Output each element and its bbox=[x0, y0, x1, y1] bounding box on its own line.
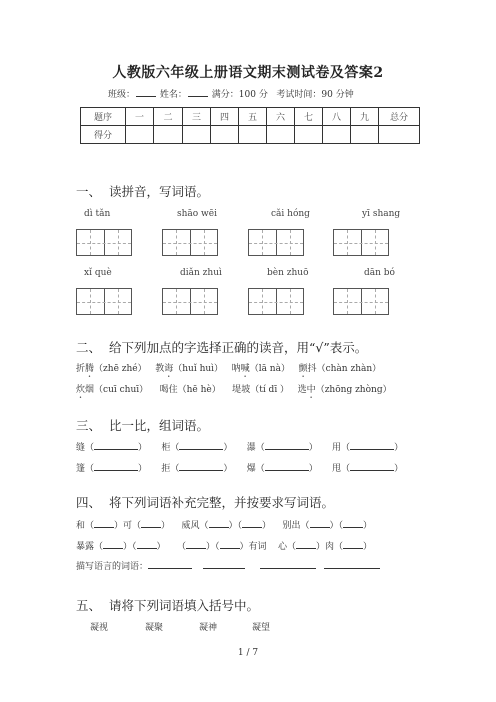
idiom-text: ）（ bbox=[329, 521, 344, 531]
answer-blank[interactable] bbox=[148, 559, 192, 569]
idiom-text: 别出（ bbox=[282, 521, 310, 531]
score-table bbox=[80, 107, 420, 144]
reading-options[interactable]: （tí dī ） bbox=[250, 385, 290, 395]
writing-grid[interactable] bbox=[248, 229, 304, 256]
score-cell[interactable] bbox=[295, 126, 323, 144]
section-title: 给下列加点的字选择正确的读音，用“√”表示。 bbox=[108, 340, 368, 355]
score-cell[interactable] bbox=[379, 126, 420, 144]
idiom-line-2 bbox=[76, 539, 372, 552]
score-cell[interactable] bbox=[154, 126, 183, 144]
score-cell[interactable] bbox=[126, 126, 154, 144]
writing-grid[interactable] bbox=[76, 288, 132, 315]
answer-blank[interactable] bbox=[94, 440, 138, 450]
answer-blank[interactable] bbox=[103, 539, 123, 549]
section-title: 将下列词语补充完整，并按要求写词语。 bbox=[108, 495, 334, 510]
score-row-label: 得分 bbox=[81, 126, 126, 144]
compare-char: 瀑 bbox=[246, 443, 256, 453]
score-cell[interactable] bbox=[211, 126, 239, 144]
dotted-char: 腾 bbox=[85, 364, 95, 374]
section-number: 一、 bbox=[76, 184, 102, 199]
pinyin-label: bèn zhuō bbox=[267, 268, 309, 278]
section4-heading bbox=[76, 493, 334, 511]
dotted-char: 炊 bbox=[76, 385, 86, 395]
writing-grid[interactable] bbox=[333, 288, 389, 315]
idiom-text: ）（ bbox=[228, 521, 243, 531]
idiom-text: 暴露（ bbox=[76, 542, 104, 552]
idiom-text: 和（ bbox=[76, 521, 95, 531]
score-header-cell: 一 bbox=[126, 108, 154, 126]
reading-choice-line-2 bbox=[76, 382, 392, 401]
dotted-char: 中 bbox=[306, 385, 316, 395]
exam-time: 考试时间：90 分钟 bbox=[276, 90, 354, 100]
word-option: 凝视 bbox=[90, 623, 109, 633]
answer-blank[interactable] bbox=[324, 559, 380, 569]
pinyin-label: diǎn zhuì bbox=[180, 268, 222, 278]
word-char: 折 bbox=[76, 364, 86, 374]
idiom-text: ）可（ bbox=[114, 521, 142, 531]
answer-blank[interactable] bbox=[265, 461, 309, 471]
idiom-text: ）（ bbox=[206, 542, 220, 552]
score-header-cell: 八 bbox=[323, 108, 351, 126]
answer-blank[interactable] bbox=[242, 518, 262, 528]
idiom-text: ） bbox=[156, 542, 166, 552]
reading-choice-line-1 bbox=[76, 361, 381, 380]
idiom-text: ）有词 bbox=[239, 542, 267, 552]
score-cell[interactable] bbox=[323, 126, 351, 144]
answer-blank[interactable] bbox=[350, 461, 394, 471]
score-header-cell: 九 bbox=[351, 108, 379, 126]
writing-grid[interactable] bbox=[76, 229, 132, 256]
section5-heading bbox=[76, 596, 259, 614]
reading-options[interactable]: （cuī chuī） bbox=[94, 385, 149, 395]
dotted-char: 喊 bbox=[240, 364, 250, 374]
answer-blank[interactable] bbox=[310, 518, 330, 528]
word-char: 教 bbox=[155, 364, 165, 374]
answer-blank[interactable] bbox=[343, 539, 363, 549]
answer-blank[interactable] bbox=[179, 461, 223, 471]
score-header-cell: 六 bbox=[267, 108, 295, 126]
compare-char: 拒 bbox=[161, 464, 171, 474]
reading-options[interactable]: （chàn zhàn） bbox=[316, 364, 382, 374]
answer-blank[interactable] bbox=[179, 440, 223, 450]
reading-options[interactable]: （zhōng zhòng） bbox=[315, 385, 392, 395]
word-option: 凝聚 bbox=[145, 623, 164, 633]
idiom-text: ） bbox=[363, 542, 373, 552]
idiom-line-1 bbox=[76, 518, 372, 531]
pinyin-label: dì tǎn bbox=[84, 209, 111, 219]
compare-row-1: 缝（ ） 柜（ ） 瀑（ ） 用（ ） bbox=[76, 440, 403, 453]
word-char: 烟 bbox=[85, 385, 95, 395]
answer-blank[interactable] bbox=[203, 559, 245, 569]
idiom-text: （ bbox=[177, 542, 187, 552]
score-header-cell: 题序 bbox=[81, 108, 126, 126]
exam-info-line bbox=[108, 87, 354, 100]
writing-grid[interactable] bbox=[333, 229, 389, 256]
section-title: 请将下列词语填入括号中。 bbox=[108, 598, 259, 613]
answer-blank[interactable] bbox=[94, 461, 138, 471]
answer-blank[interactable] bbox=[94, 518, 114, 528]
word-char: 堤 bbox=[232, 385, 242, 395]
class-blank bbox=[136, 88, 156, 97]
compare-char: 用 bbox=[332, 443, 342, 453]
section1-heading bbox=[76, 182, 209, 200]
answer-blank[interactable] bbox=[296, 539, 316, 549]
pinyin-label: cǎi hóng bbox=[271, 209, 310, 219]
word-char: 喝 bbox=[159, 385, 169, 395]
writing-grid[interactable] bbox=[162, 288, 218, 315]
score-cell[interactable] bbox=[351, 126, 379, 144]
score-header-cell: 总分 bbox=[379, 108, 420, 126]
page-title: 人教版六年级上册语文期末测试卷及答案2 bbox=[112, 65, 384, 81]
reading-options[interactable]: （huǐ huì） bbox=[173, 364, 224, 374]
score-header-cell: 四 bbox=[211, 108, 239, 126]
writing-grid[interactable] bbox=[248, 288, 304, 315]
section-number: 二、 bbox=[76, 340, 102, 355]
answer-blank[interactable] bbox=[209, 518, 229, 528]
dotted-char: 颤 bbox=[298, 364, 308, 374]
answer-blank[interactable] bbox=[137, 539, 157, 549]
idiom-text: ） bbox=[363, 521, 373, 531]
page-number: 1 / 7 bbox=[237, 648, 259, 658]
section2-heading bbox=[76, 338, 367, 356]
compare-char: 柜 bbox=[161, 443, 171, 453]
idiom-text: ） bbox=[161, 521, 171, 531]
word-char: 抖 bbox=[307, 364, 317, 374]
compare-char: 篷 bbox=[76, 464, 86, 474]
section-number: 三、 bbox=[76, 418, 102, 433]
class-label: 班级： bbox=[108, 90, 136, 100]
answer-blank[interactable] bbox=[141, 518, 161, 528]
score-header-cell: 七 bbox=[295, 108, 323, 126]
language-words-label: 描写语言的词语： bbox=[76, 562, 149, 572]
section3-heading bbox=[76, 416, 209, 434]
pinyin-label: xǐ què bbox=[84, 268, 112, 278]
compare-char: 甩 bbox=[332, 464, 342, 474]
full-score: 满分：100 分 bbox=[211, 90, 268, 100]
score-cell[interactable] bbox=[239, 126, 267, 144]
answer-blank[interactable] bbox=[343, 518, 363, 528]
score-header-cell: 三 bbox=[183, 108, 211, 126]
pinyin-label: shāo wēi bbox=[177, 209, 217, 219]
idiom-text: ） bbox=[262, 521, 272, 531]
word-option: 凝望 bbox=[252, 623, 271, 633]
pinyin-label: dān bó bbox=[364, 268, 395, 278]
answer-blank[interactable] bbox=[260, 559, 316, 569]
word-char: 坡 bbox=[241, 385, 251, 395]
word-option: 凝神 bbox=[199, 623, 218, 633]
pinyin-label: yī shang bbox=[362, 209, 401, 219]
score-header-row bbox=[81, 108, 420, 126]
word-char: 住 bbox=[168, 385, 178, 395]
score-value-row bbox=[81, 126, 420, 144]
idiom-text: 威风（ bbox=[181, 521, 209, 531]
answer-blank[interactable] bbox=[265, 440, 309, 450]
idiom-text: 心（ bbox=[278, 542, 297, 552]
writing-grid[interactable] bbox=[162, 229, 218, 256]
compare-row-2: 篷（ ） 拒（ ） 爆（ ） 甩（ ） bbox=[76, 461, 403, 474]
section-number: 五、 bbox=[76, 598, 102, 613]
compare-char: 爆 bbox=[246, 464, 256, 474]
section-title: 比一比，组词语。 bbox=[108, 418, 209, 433]
score-cell[interactable] bbox=[267, 126, 295, 144]
idiom-line-3 bbox=[76, 559, 380, 572]
section-title: 读拼音，写词语。 bbox=[108, 184, 209, 199]
reading-options[interactable]: （hē hè） bbox=[177, 385, 221, 395]
answer-blank[interactable] bbox=[220, 539, 240, 549]
score-header-cell: 五 bbox=[239, 108, 267, 126]
name-blank bbox=[188, 88, 208, 97]
idiom-text: ）（ bbox=[123, 542, 137, 552]
word-char: 呐 bbox=[231, 364, 241, 374]
score-header-cell: 二 bbox=[154, 108, 183, 126]
compare-char: 缝 bbox=[76, 443, 86, 453]
reading-options[interactable]: （zhē zhé） bbox=[94, 364, 147, 374]
section-number: 四、 bbox=[76, 495, 102, 510]
word-char: 选 bbox=[297, 385, 307, 395]
score-cell[interactable] bbox=[183, 126, 211, 144]
idiom-text: ）肉（ bbox=[316, 542, 344, 552]
answer-blank[interactable] bbox=[350, 440, 394, 450]
answer-blank[interactable] bbox=[186, 539, 206, 549]
name-label: 姓名： bbox=[159, 90, 187, 100]
reading-options[interactable]: （lā nà） bbox=[249, 364, 290, 374]
dotted-char: 诲 bbox=[164, 364, 174, 374]
